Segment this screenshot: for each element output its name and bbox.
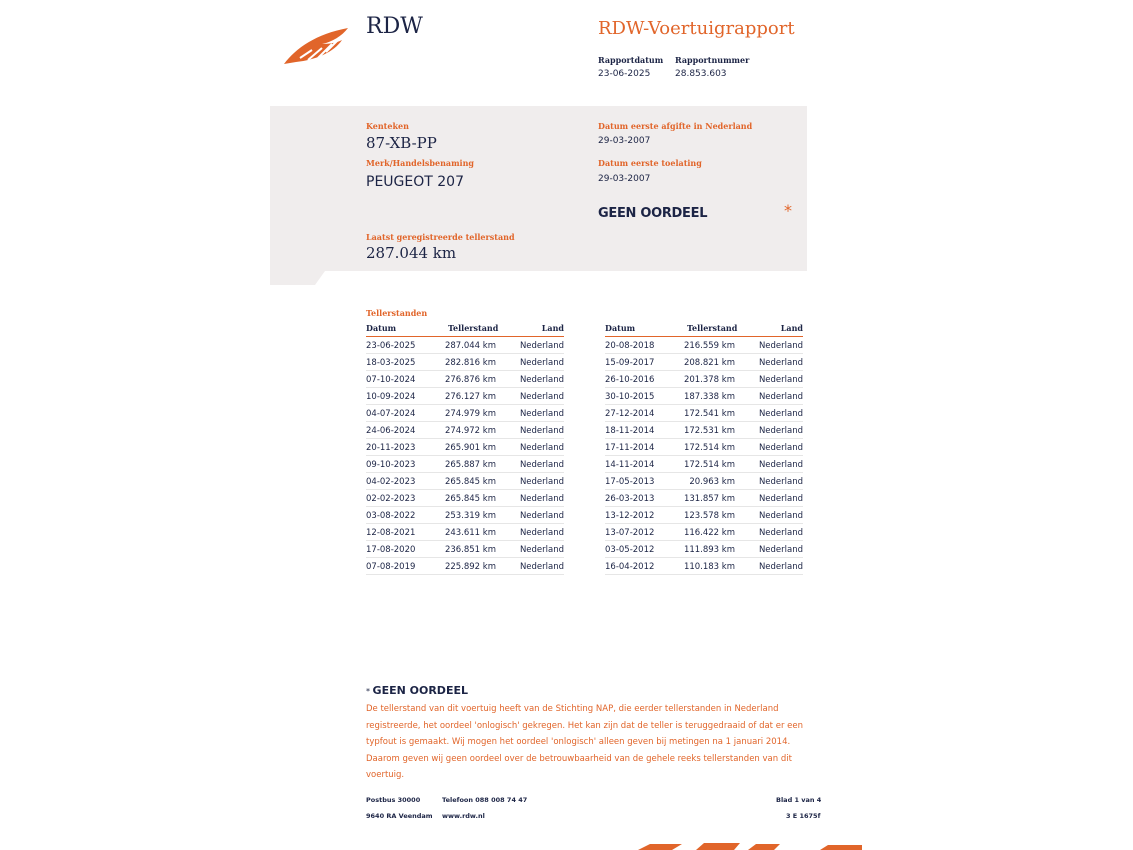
row-mileage: 236.851 km	[444, 545, 496, 555]
row-date: 27-12-2014	[605, 409, 655, 419]
row-mileage: 172.514 km	[683, 460, 735, 470]
row-mileage: 287.044 km	[444, 341, 496, 351]
row-country: Nederland	[758, 443, 803, 453]
table-row	[366, 558, 564, 575]
table-row	[366, 371, 564, 388]
verdict-asterisk: *	[784, 201, 792, 220]
readings-table-right	[605, 323, 803, 575]
table-row	[366, 439, 564, 456]
row-date: 14-11-2014	[605, 460, 655, 470]
first-admission-value: 29-03-2007	[598, 174, 651, 184]
summary-panel	[270, 106, 807, 285]
row-date: 07-08-2019	[366, 562, 416, 572]
table-row	[605, 388, 803, 405]
table-row	[605, 524, 803, 541]
row-country: Nederland	[519, 392, 564, 402]
row-mileage: 172.541 km	[683, 409, 735, 419]
first-nl-value: 29-03-2007	[598, 136, 651, 146]
row-country: Nederland	[758, 392, 803, 402]
report-date-label: Rapportdatum	[598, 55, 664, 65]
row-date: 18-11-2014	[605, 426, 655, 436]
rdw-logo-icon	[282, 26, 354, 66]
mileage-label: Laatst geregistreerde tellerstand	[366, 232, 515, 242]
row-country: Nederland	[519, 477, 564, 487]
row-date: 07-10-2024	[366, 375, 416, 385]
table-row	[605, 337, 803, 354]
note-title	[366, 684, 468, 697]
row-mileage: 276.127 km	[444, 392, 496, 402]
row-mileage: 116.422 km	[683, 528, 735, 538]
table-row	[605, 558, 803, 575]
table-row	[605, 473, 803, 490]
mileage-value: 287.044 km	[366, 244, 457, 262]
table-header	[605, 323, 803, 337]
row-mileage: 274.979 km	[444, 409, 496, 419]
row-date: 17-11-2014	[605, 443, 655, 453]
footer-web[interactable]: www.rdw.nl	[442, 812, 485, 820]
note-asterisk: *	[366, 687, 373, 696]
header-mileage: Tellerstand	[687, 323, 738, 333]
table-header	[366, 323, 564, 337]
row-mileage: 110.183 km	[683, 562, 735, 572]
row-date: 24-06-2024	[366, 426, 416, 436]
table-row	[366, 388, 564, 405]
row-date: 26-10-2016	[605, 375, 655, 385]
row-date: 18-03-2025	[366, 358, 416, 368]
row-country: Nederland	[758, 528, 803, 538]
row-country: Nederland	[758, 409, 803, 419]
table-row	[366, 422, 564, 439]
row-mileage: 20.963 km	[689, 477, 735, 487]
note-body: De tellerstand van dit voertuig heeft van de Stichting NAP, die eerder tellerstanden in Nederland registreerde, het oordeel 'onlogisch' gekregen. Het kan zijn dat de teller is teruggedraaid of dat er een typfout is gemaakt. Wij mogen het oordeel 'onlogisch' alleen geven bij metingen na 1 januari 2014. Daarom geven wij geen oordeel over de betrouwbaarheid van de gehele reeks tellerstanden van dit voertuig.	[366, 704, 803, 780]
table-row	[366, 405, 564, 422]
row-mileage: 187.338 km	[683, 392, 735, 402]
row-date: 17-05-2013	[605, 477, 655, 487]
make-label: Merk/Handelsbenaming	[366, 158, 475, 168]
report-date-value: 23-06-2025	[598, 69, 651, 79]
row-mileage: 216.559 km	[683, 341, 735, 351]
row-mileage: 282.816 km	[444, 358, 496, 368]
table-row	[366, 507, 564, 524]
first-nl-label: Datum eerste afgifte in Nederland	[598, 121, 753, 131]
table-row	[366, 490, 564, 507]
table-row	[605, 354, 803, 371]
row-country: Nederland	[519, 528, 564, 538]
row-country: Nederland	[519, 545, 564, 555]
row-country: Nederland	[758, 562, 803, 572]
plate-value: 87-XB-PP	[366, 134, 437, 152]
plate-label: Kenteken	[366, 121, 409, 131]
make-value: PEUGEOT 207	[366, 174, 464, 190]
header-date: Datum	[605, 323, 636, 333]
header-country: Land	[541, 323, 564, 333]
table-row	[366, 354, 564, 371]
row-date: 03-05-2012	[605, 545, 655, 555]
table-row	[605, 507, 803, 524]
row-date: 17-08-2020	[366, 545, 416, 555]
row-country: Nederland	[519, 358, 564, 368]
row-date: 10-09-2024	[366, 392, 416, 402]
row-country: Nederland	[758, 494, 803, 504]
row-mileage: 208.821 km	[683, 358, 735, 368]
note-title-text: GEEN OORDEEL	[372, 684, 468, 697]
row-date: 30-10-2015	[605, 392, 655, 402]
footer-postbus: Postbus 30000	[366, 796, 421, 804]
row-date: 13-12-2012	[605, 511, 655, 521]
row-country: Nederland	[519, 443, 564, 453]
row-country: Nederland	[519, 494, 564, 504]
header-country: Land	[780, 323, 803, 333]
row-country: Nederland	[519, 460, 564, 470]
row-country: Nederland	[758, 477, 803, 487]
table-row	[605, 439, 803, 456]
row-country: Nederland	[758, 341, 803, 351]
row-mileage: 172.531 km	[683, 426, 735, 436]
bottom-stripes-decoration	[630, 840, 870, 850]
footer-code: 3 E 1675f	[786, 812, 821, 820]
row-date: 13-07-2012	[605, 528, 655, 538]
row-mileage: 265.845 km	[444, 477, 496, 487]
row-country: Nederland	[519, 341, 564, 351]
table-row	[605, 371, 803, 388]
row-mileage: 265.845 km	[444, 494, 496, 504]
footer-phone: Telefoon 088 008 74 47	[442, 796, 528, 804]
row-date: 20-08-2018	[605, 341, 655, 351]
row-mileage: 123.578 km	[683, 511, 735, 521]
row-date: 04-02-2023	[366, 477, 416, 487]
row-country: Nederland	[519, 375, 564, 385]
row-mileage: 274.972 km	[444, 426, 496, 436]
row-country: Nederland	[758, 358, 803, 368]
footer-city: 9640 RA Veendam	[366, 812, 433, 820]
row-date: 12-08-2021	[366, 528, 416, 538]
table-row	[605, 541, 803, 558]
table-row	[605, 456, 803, 473]
row-mileage: 131.857 km	[683, 494, 735, 504]
row-mileage: 225.892 km	[444, 562, 496, 572]
table-row	[605, 422, 803, 439]
table-row	[366, 473, 564, 490]
brand-name: RDW	[366, 14, 423, 39]
row-country: Nederland	[758, 511, 803, 521]
row-country: Nederland	[519, 511, 564, 521]
row-date: 26-03-2013	[605, 494, 655, 504]
verdict-text: GEEN OORDEEL	[598, 206, 708, 221]
report-title: RDW-Voertuigrapport	[598, 18, 795, 39]
row-date: 16-04-2012	[605, 562, 655, 572]
row-country: Nederland	[519, 426, 564, 436]
row-mileage: 243.611 km	[444, 528, 496, 538]
row-country: Nederland	[758, 545, 803, 555]
row-country: Nederland	[758, 460, 803, 470]
row-country: Nederland	[758, 426, 803, 436]
row-date: 20-11-2023	[366, 443, 416, 453]
table-row	[366, 541, 564, 558]
first-admission-label: Datum eerste toelating	[598, 158, 702, 168]
row-country: Nederland	[519, 409, 564, 419]
table-row	[366, 524, 564, 541]
row-mileage: 172.514 km	[683, 443, 735, 453]
row-mileage: 111.893 km	[683, 545, 735, 555]
row-mileage: 276.876 km	[444, 375, 496, 385]
table-row	[605, 405, 803, 422]
table-row	[605, 490, 803, 507]
readings-title: Tellerstanden	[366, 308, 428, 318]
row-mileage: 201.378 km	[683, 375, 735, 385]
row-country: Nederland	[519, 562, 564, 572]
row-mileage: 265.887 km	[444, 460, 496, 470]
table-row	[366, 337, 564, 354]
report-number-value: 28.853.603	[675, 69, 727, 79]
table-row	[366, 456, 564, 473]
row-mileage: 253.319 km	[444, 511, 496, 521]
row-mileage: 265.901 km	[444, 443, 496, 453]
header-date: Datum	[366, 323, 397, 333]
row-date: 03-08-2022	[366, 511, 416, 521]
readings-table-left	[366, 323, 564, 575]
row-date: 09-10-2023	[366, 460, 416, 470]
row-date: 04-07-2024	[366, 409, 416, 419]
row-country: Nederland	[758, 375, 803, 385]
footer-page: Blad 1 van 4	[776, 796, 822, 804]
row-date: 02-02-2023	[366, 494, 416, 504]
row-date: 23-06-2025	[366, 341, 416, 351]
report-number-label: Rapportnummer	[675, 55, 750, 65]
row-date: 15-09-2017	[605, 358, 655, 368]
header-mileage: Tellerstand	[448, 323, 499, 333]
